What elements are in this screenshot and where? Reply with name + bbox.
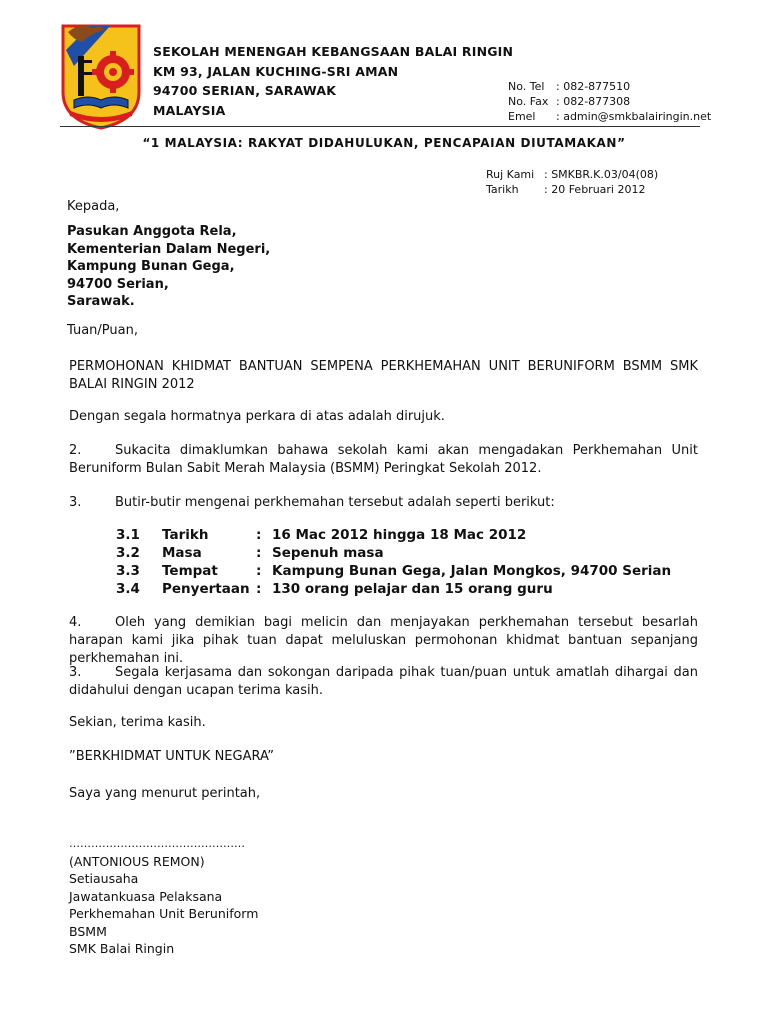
- paragraph-text: Segala kerjasama dan sokongan daripada pihak tuan/puan untuk amatlah dihargai dan didahului dengan ucapan terima kasih.: [69, 665, 698, 698]
- email-value: : admin@smkbalairingin.net: [556, 110, 712, 123]
- address-line-3: MALAYSIA: [153, 103, 226, 118]
- paragraph-text: Sukacita dimaklumkan bahawa sekolah kami akan mengadakan Perkhemahan Unit Beruniform Bulan Sabit Merah Malaysia (BSMM) Peringkat Sekolah 2012.: [69, 443, 698, 476]
- detail-number: 3.4: [116, 581, 140, 597]
- detail-label: Penyertaan: [162, 581, 250, 597]
- fax-value: : 082-877308: [556, 95, 631, 108]
- date-value: : 20 Februari 2012: [544, 183, 646, 196]
- detail-label: Tarikh: [162, 527, 209, 543]
- contact-email: [508, 110, 711, 123]
- detail-label: Masa: [162, 545, 202, 561]
- slogan: “1 MALAYSIA: RAKYAT DIDAHULUKAN, PENCAPAIAN DIUTAMAKAN”: [142, 136, 626, 150]
- motto-line: ”BERKHIDMAT UNTUK NEGARA”: [69, 749, 275, 764]
- detail-separator: :: [256, 545, 262, 561]
- detail-number: 3.1: [116, 527, 140, 543]
- ruj-label: Ruj Kami: [486, 168, 535, 181]
- email-label: Emel: [508, 110, 536, 123]
- paragraph-2: [69, 442, 698, 478]
- reference-date: [486, 183, 645, 196]
- salutation: Tuan/Puan,: [67, 323, 138, 338]
- signatory-title: Perkhemahan Unit Beruniform: [69, 906, 259, 921]
- paragraph-5: [69, 664, 698, 700]
- signatory-title: BSMM: [69, 923, 107, 939]
- school-crest-icon: [60, 20, 142, 130]
- detail-value: Sepenuh masa: [272, 545, 384, 561]
- fax-label: No. Fax: [508, 95, 549, 108]
- contact-fax: [508, 95, 630, 108]
- detail-separator: :: [256, 581, 262, 597]
- contact-tel: [508, 80, 630, 93]
- school-logo: [60, 20, 142, 130]
- detail-value: 130 orang pelajar dan 15 orang guru: [272, 581, 553, 597]
- detail-number: 3.3: [116, 563, 140, 579]
- header-divider: [60, 126, 700, 127]
- recipient-line: 94700 Serian,: [67, 276, 169, 292]
- detail-value: Kampung Bunan Gega, Jalan Mongkos, 94700 Serian: [272, 563, 672, 579]
- paragraph-number: 4.: [69, 615, 82, 630]
- signature-block: [69, 835, 258, 958]
- signatory-title: Setiausaha: [69, 871, 139, 886]
- detail-label: Tempat: [162, 563, 218, 579]
- signatory-name: (ANTONIOUS REMON): [69, 853, 205, 869]
- ruj-value: : SMKBR.K.03/04(08): [544, 168, 659, 181]
- paragraph-4: [69, 614, 698, 668]
- reference-number: [486, 168, 658, 181]
- paragraph-text: Butir-butir mengenai perkhemahan tersebut adalah seperti berikut:: [115, 495, 555, 510]
- yours-faithfully: Saya yang menurut perintah,: [69, 786, 261, 801]
- recipient-line: Kampung Bunan Gega,: [67, 259, 235, 274]
- kepada-label: Kepada,: [67, 199, 120, 214]
- detail-value: 16 Mac 2012 hingga 18 Mac 2012: [272, 527, 527, 543]
- paragraph-number: 3.: [69, 665, 82, 680]
- tel-label: No. Tel: [508, 80, 545, 93]
- paragraph-number: 3.: [69, 495, 82, 510]
- address-line-1: KM 93, JALAN KUCHING-SRI AMAN: [153, 64, 399, 79]
- address-line-2: 94700 SERIAN, SARAWAK: [153, 83, 337, 98]
- detail-number: 3.2: [116, 545, 140, 561]
- paragraph-text: Oleh yang demikian bagi melicin dan menjayakan perkhemahan tersebut besarlah harapan kami jika pihak tuan dapat meluluskan permohonan khidmat bantuan sepanjang perkhemahan ini.: [69, 615, 698, 666]
- recipient-line: Kementerian Dalam Negeri,: [67, 241, 271, 257]
- paragraph-number: 2.: [69, 443, 82, 458]
- school-name: SEKOLAH MENENGAH KEBANGSAAN BALAI RINGIN: [153, 44, 514, 59]
- detail-separator: :: [256, 563, 262, 579]
- intro-paragraph: Dengan segala hormatnya perkara di atas adalah dirujuk.: [69, 409, 445, 424]
- tel-value: : 082-877510: [556, 80, 631, 93]
- detail-separator: :: [256, 527, 262, 543]
- signatory-title: Jawatankuasa Pelaksana: [69, 888, 223, 904]
- recipient-line: Sarawak.: [67, 294, 135, 309]
- recipient-address: [67, 223, 270, 311]
- date-label: Tarikh: [486, 183, 519, 196]
- signature-dots: …………………………………………: [69, 837, 245, 850]
- signatory-title: SMK Balai Ringin: [69, 941, 175, 956]
- closing-line: Sekian, terima kasih.: [69, 715, 206, 730]
- letter-subject: PERMOHONAN KHIDMAT BANTUAN SEMPENA PERKHEMAHAN UNIT BERUNIFORM BSMM SMK BALAI RINGIN 2012: [69, 359, 698, 392]
- recipient-line: Pasukan Anggota Rela,: [67, 224, 237, 239]
- paragraph-3: [69, 494, 698, 512]
